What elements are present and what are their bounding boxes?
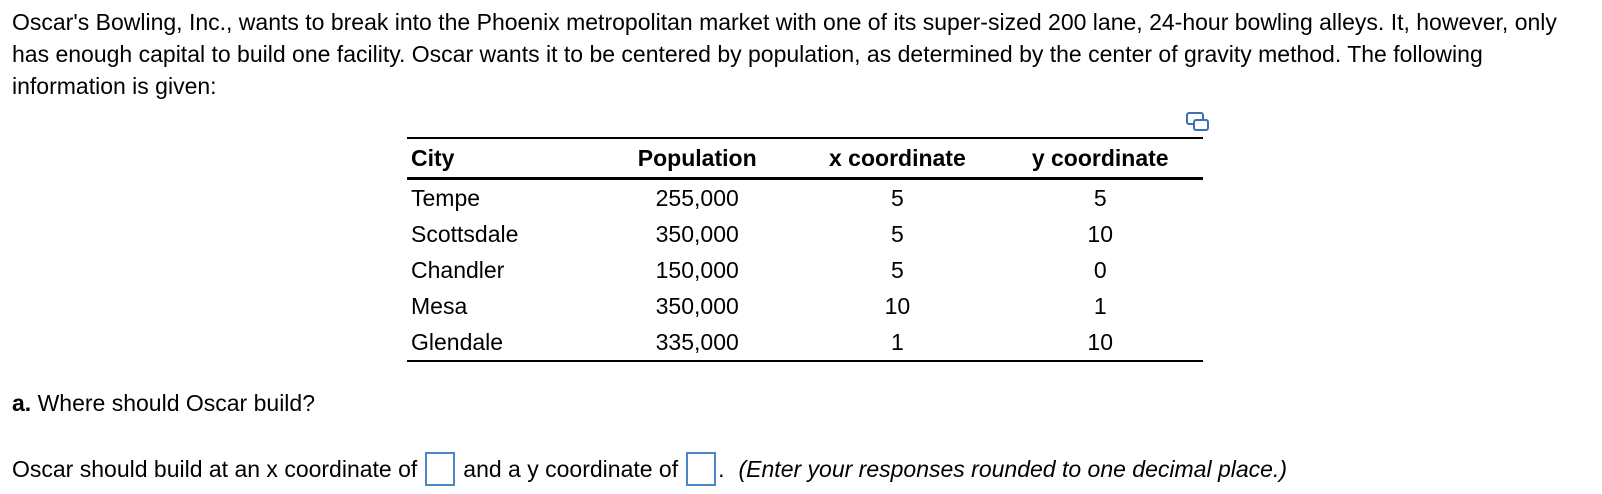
cell-y-coordinate: 1	[1093, 292, 1107, 319]
cell-population: 150,000	[655, 256, 739, 283]
table-header-row	[407, 138, 1203, 179]
rounding-instructions: (Enter your responses rounded to one decimal place.)	[738, 455, 1287, 482]
table-row	[407, 288, 1203, 324]
table-row	[407, 324, 1203, 361]
problem-statement: Oscar's Bowling, Inc., wants to break into the Phoenix metropolitan market with one of its super-sized 200 lane, 24-hour bowling alleys. It, however, only has enough capital to build one facility. Oscar wants it to be centered by population, as determined by the center of gravity method. The following information is given:	[12, 9, 1557, 99]
city-data-table	[407, 137, 1203, 362]
cell-x-coordinate: 1	[797, 324, 997, 361]
answer-line	[12, 452, 1287, 486]
cell-x-coordinate: 5	[890, 256, 904, 283]
cell-city: Mesa	[411, 292, 468, 319]
part-a-question-text: Where should Oscar build?	[31, 390, 315, 416]
header-population: Population	[597, 138, 797, 179]
y-coordinate-input[interactable]	[686, 452, 716, 486]
part-a-question	[12, 390, 315, 417]
cell-population: 350,000	[655, 292, 739, 319]
cell-city: Chandler	[411, 256, 505, 283]
cell-city: Scottsdale	[411, 220, 519, 247]
answer-middle-text: and a y coordinate of	[463, 455, 679, 482]
part-a-label: a.	[12, 390, 32, 416]
cell-city: Tempe	[411, 184, 481, 211]
cell-population: 255,000	[655, 184, 739, 211]
header-x-coordinate: x coordinate	[797, 138, 997, 179]
answer-suffix-text: .	[718, 455, 725, 482]
answer-prefix-text: Oscar should build at an x coordinate of	[12, 455, 418, 482]
cell-y-coordinate: 10	[1087, 220, 1114, 247]
cell-population: 335,000	[597, 324, 797, 361]
cell-x-coordinate: 10	[884, 292, 911, 319]
header-city: City	[407, 138, 597, 179]
table-row	[407, 179, 1203, 217]
header-y-coordinate: y coordinate	[997, 138, 1203, 179]
cell-population: 350,000	[655, 220, 739, 247]
copy-table-icon[interactable]	[1185, 110, 1211, 134]
cell-city: Glendale	[407, 324, 597, 361]
cell-y-coordinate: 10	[997, 324, 1203, 361]
cell-x-coordinate: 5	[890, 184, 904, 211]
cell-x-coordinate: 5	[890, 220, 904, 247]
table-row	[407, 216, 1203, 252]
table-row	[407, 252, 1203, 288]
x-coordinate-input[interactable]	[425, 452, 455, 486]
cell-y-coordinate: 0	[1093, 256, 1107, 283]
cell-y-coordinate: 5	[1093, 184, 1107, 211]
